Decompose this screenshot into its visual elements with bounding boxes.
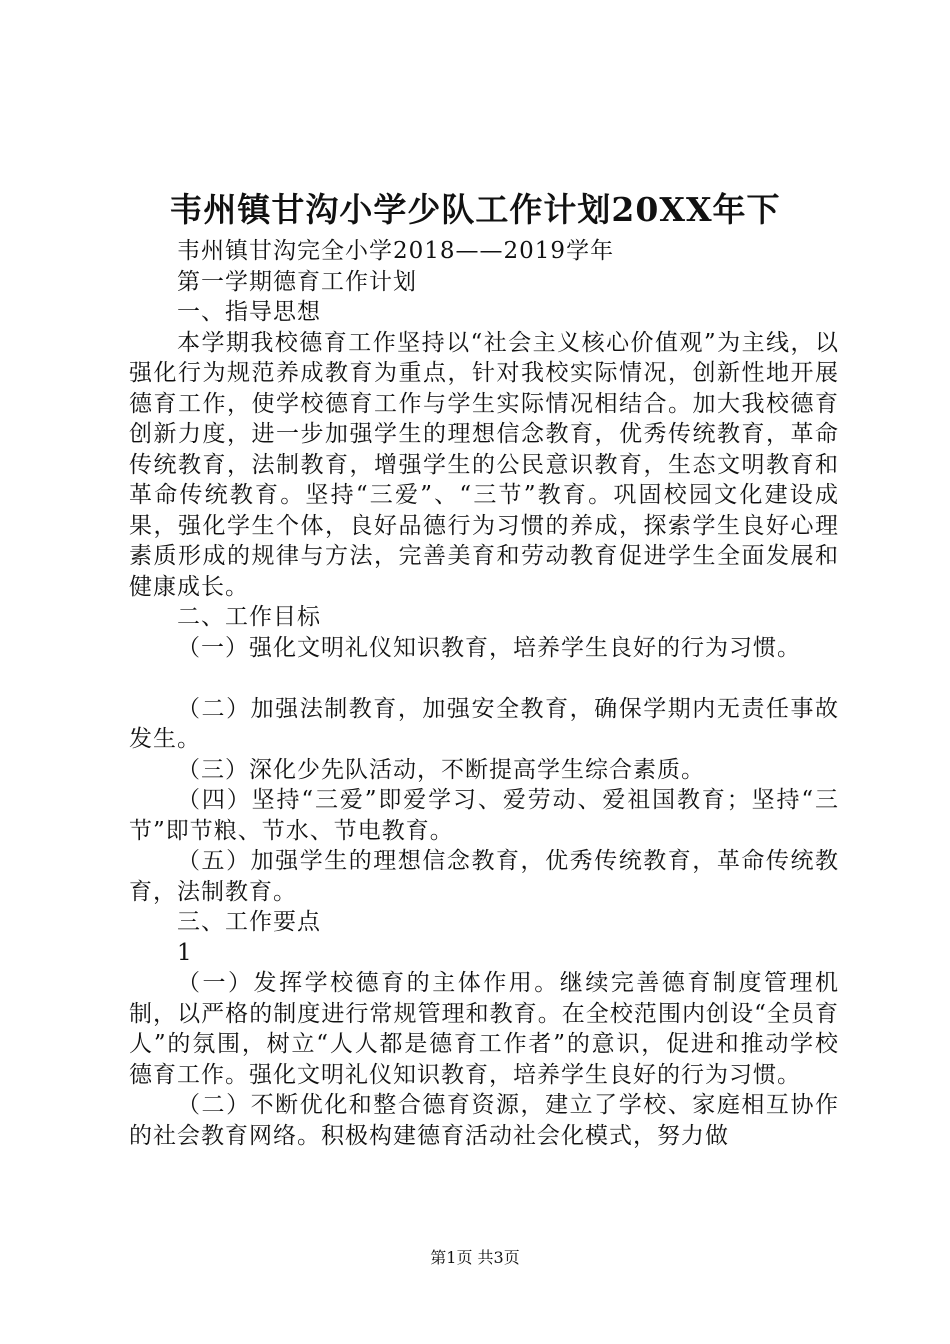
blank-line: [129, 663, 839, 694]
school-year-line: 韦州镇甘沟完全小学2018——2019学年: [177, 238, 615, 264]
goal-item-3: （三）深化少先队活动，不断提高学生综合素质。: [177, 756, 705, 783]
section-heading-work-points: 三、工作要点: [177, 909, 321, 935]
document-title: 韦州镇甘沟小学少队工作计划20XX年下: [169, 190, 781, 229]
work-point-1: （一）发挥学校德育的主体作用。继续完善德育制度管理机制，以严格的制度进行常规管理和教育。在全校范围内创设“全员育人”的氛围，树立“人人都是德育工作者”的意识，促进和推动学校德育工作。强化文明礼仪知识教育，培养学生良好的行为习惯。: [129, 970, 839, 1088]
goal-item-4: （四）坚持“三爱”即爱学习、爱劳动、爱祖国教育；坚持“三节”即节粮、节水、节电教育。: [129, 787, 839, 844]
plan-subtitle: 第一学期德育工作计划: [177, 268, 417, 295]
work-point-2: （二）不断优化和整合德育资源，建立了学校、家庭相互协作的社会教育网络。积极构建德育活动社会化模式，努力做: [129, 1092, 839, 1149]
list-number: 1: [177, 939, 193, 966]
document-body: [129, 236, 839, 1151]
section-heading-guiding-thought: 一、指导思想: [177, 299, 321, 325]
goal-item-5: （五）加强学生的理想信念教育，优秀传统教育，革命传统教育，法制教育。: [129, 848, 839, 905]
goal-item-2: （二）加强法制教育，加强安全教育，确保学期内无责任事故发生。: [129, 695, 839, 752]
page-footer: 第1页 共3页: [430, 1248, 520, 1267]
paragraph-guiding-thought: 本学期我校德育工作坚持以“社会主义核心价值观”为主线，以强化行为规范养成教育为重点，针对我校实际情况，创新性地开展德育工作，使学校德育工作与学生实际情况相结合。加大我校德育创新力度，进一步加强学生的理想信念教育，优秀传统教育，革命传统教育，法制教育，增强学生的公民意识教育，生态文明教育和革命传统教育。坚持“三爱”、“三节”教育。巩固校园文化建设成果，强化学生个体，良好品德行为习惯的养成，探索学生良好心理素质形成的规律与方法，完善美育和劳动教育促进学生全面发展和健康成长。: [129, 329, 839, 600]
goal-item-1: （一）强化文明礼仪知识教育，培养学生良好的行为习惯。: [177, 634, 801, 661]
section-heading-work-goals: 二、工作目标: [177, 604, 321, 630]
